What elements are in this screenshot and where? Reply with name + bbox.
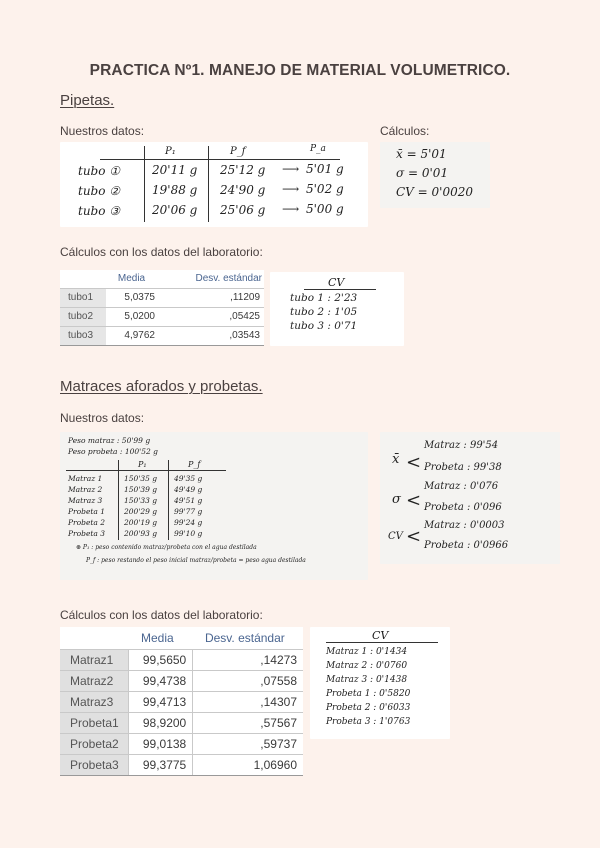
brace-icon: < — [406, 526, 422, 547]
cell-media: 99,4738 — [128, 670, 193, 691]
cv-row: tubo 1 : 2'23 — [290, 292, 358, 304]
calc-cv-row: Matraz : 0'0003 — [424, 520, 505, 531]
cell-desv: ,57567 — [193, 712, 303, 733]
hw-row-pf: 49'51 g — [174, 496, 203, 505]
header-p1: P₁ — [165, 146, 176, 157]
lab-calculations-label-2: Cálculos con los datos del laboratorio: — [60, 608, 263, 622]
hw-note-2: P_f : peso restando el peso inicial matraz/probeta = peso agua destilada — [86, 557, 306, 564]
hw-row-pf: 49'49 g — [174, 485, 203, 494]
calc-sd-row: Probeta : 0'096 — [424, 502, 502, 513]
hw-row-1-pf: 25'12 g — [220, 163, 266, 177]
hw-row-name: Probeta 1 — [68, 507, 106, 516]
table-row — [60, 649, 303, 670]
cv-title: CV — [328, 276, 345, 289]
hw-row-1-pa: 5'01 g — [306, 162, 344, 176]
row-label: Probeta1 — [60, 712, 128, 733]
pipetas-handwritten-calc — [380, 142, 490, 208]
hw-peso-matraz: Peso matraz : 50'99 g — [68, 436, 151, 445]
table-row — [60, 712, 303, 733]
table-row — [60, 733, 303, 754]
cell-media: 5,0200 — [106, 307, 159, 326]
nuestros-datos-label: Nuestros datos: — [60, 124, 145, 138]
matraces-cv-handwritten — [310, 627, 450, 739]
matraces-lab-table — [60, 627, 303, 776]
hw-row-pf: 99'10 g — [174, 529, 203, 538]
cell-media: 99,5650 — [128, 649, 193, 670]
calculos-label: Cálculos: — [380, 124, 430, 138]
cell-media: 99,3775 — [128, 754, 193, 775]
cell-desv: ,14273 — [193, 649, 303, 670]
hw-row-name: Probeta 2 — [68, 518, 106, 527]
brace-icon: < — [406, 452, 422, 473]
table-row — [60, 754, 303, 775]
section-heading-matraces: Matraces aforados y probetas. — [60, 378, 263, 395]
cv-row: Matraz 1 : 0'1434 — [326, 647, 408, 657]
table-row — [60, 326, 264, 345]
row-label: tubo2 — [60, 307, 106, 326]
hw-row-3-p1: 20'06 g — [152, 203, 198, 217]
hw-row-2-pa: 5'02 g — [306, 182, 344, 196]
hw-row-name: Matraz 1 — [68, 474, 103, 483]
hw-header-p1: P₁ — [138, 460, 147, 469]
hw-row-pf: 49'35 g — [174, 474, 203, 483]
hw-row-p1: 150'35 g — [124, 474, 158, 483]
table-row — [60, 307, 264, 326]
cell-media: 99,4713 — [128, 691, 193, 712]
hw-row-2-pf: 24'90 g — [220, 183, 266, 197]
calc-sd-row: Matraz : 0'076 — [424, 481, 499, 492]
nuestros-datos-label-2: Nuestros datos: — [60, 411, 145, 425]
brace-icon: < — [406, 490, 422, 511]
table-row — [60, 691, 303, 712]
row-label: Matraz1 — [60, 649, 128, 670]
calc-mean: x̄ = 5'01 — [396, 147, 447, 161]
calc-mean-row: Matraz : 99'54 — [424, 440, 499, 451]
pipetas-cv-handwritten — [270, 272, 404, 346]
arrow-icon: ⟶ — [282, 202, 300, 216]
cell-media: 4,9762 — [106, 326, 159, 345]
hw-row-p1: 200'93 g — [124, 529, 158, 538]
col-desv: Desv. estándar — [159, 270, 264, 288]
calc-cv: CV = 0'0020 — [396, 185, 474, 199]
hw-row-name: Matraz 3 — [68, 496, 103, 505]
cell-desv: ,14307 — [193, 691, 303, 712]
header-pa: P_a — [310, 144, 326, 154]
cv-row: Probeta 2 : 0'6033 — [326, 703, 411, 713]
lab-calculations-label: Cálculos con los datos del laboratorio: — [60, 245, 263, 259]
col-media: Media — [106, 270, 159, 288]
cv-row: Matraz 3 : 0'1438 — [326, 675, 408, 685]
pipetas-handwritten-data — [60, 142, 368, 227]
cv-row: Probeta 1 : 0'5820 — [326, 689, 411, 699]
hw-row-p1: 200'29 g — [124, 507, 158, 516]
hw-row-p1: 150'39 g — [124, 485, 158, 494]
cv-row: Matraz 2 : 0'0760 — [326, 661, 408, 671]
cell-desv: ,11209 — [159, 288, 264, 307]
cell-desv: ,03543 — [159, 326, 264, 345]
header-pf: P_f — [230, 146, 246, 157]
hw-row-p1: 150'33 g — [124, 496, 158, 505]
cell-media: 98,9200 — [128, 712, 193, 733]
arrow-icon: ⟶ — [282, 182, 300, 196]
section-heading-pipetas: Pipetas. — [60, 92, 115, 109]
hw-row-1-tubo: tubo ① — [78, 164, 121, 178]
table-row — [60, 670, 303, 691]
cv-row: tubo 2 : 1'05 — [290, 306, 358, 318]
pipetas-lab-table — [60, 270, 264, 346]
hw-peso-probeta: Peso probeta : 100'52 g — [68, 447, 158, 456]
calc-mean-row: Probeta : 99'38 — [424, 462, 502, 473]
cv-title: CV — [372, 629, 389, 642]
hw-note-1: ⊛ P₁ : peso contenido matraz/probeta con el agua destilada — [76, 544, 257, 551]
cv-row: Probeta 3 : 1'0763 — [326, 717, 411, 727]
hw-row-1-p1: 20'11 g — [152, 163, 198, 177]
cv-row: tubo 3 : 0'71 — [290, 320, 358, 332]
table-row — [60, 288, 264, 307]
cell-desv: ,59737 — [193, 733, 303, 754]
hw-row-p1: 200'19 g — [124, 518, 158, 527]
hw-row-pf: 99'77 g — [174, 507, 203, 516]
arrow-icon: ⟶ — [282, 162, 300, 176]
row-label: tubo3 — [60, 326, 106, 345]
row-label: tubo1 — [60, 288, 106, 307]
hw-row-3-tubo: tubo ③ — [78, 204, 121, 218]
cell-desv: ,05425 — [159, 307, 264, 326]
row-label: Probeta2 — [60, 733, 128, 754]
calc-sd: σ = 0'01 — [396, 166, 449, 180]
calc-cv-row: Probeta : 0'0966 — [424, 540, 509, 551]
calc-sd-symbol: σ — [392, 492, 401, 507]
cell-desv: 1,06960 — [193, 754, 303, 775]
hw-header-pf: P_f — [188, 460, 201, 469]
hw-row-name: Probeta 3 — [68, 529, 106, 538]
calc-mean-symbol: x̄ — [392, 452, 400, 467]
row-label: Matraz3 — [60, 691, 128, 712]
hw-row-pf: 99'24 g — [174, 518, 203, 527]
hw-row-3-pf: 25'06 g — [220, 203, 266, 217]
hw-row-3-pa: 5'00 g — [306, 202, 344, 216]
col-desv: Desv. estándar — [193, 627, 303, 649]
matraces-handwritten-data — [60, 432, 368, 580]
row-label: Probeta3 — [60, 754, 128, 775]
cell-media: 99,0138 — [128, 733, 193, 754]
cell-desv: ,07558 — [193, 670, 303, 691]
cell-media: 5,0375 — [106, 288, 159, 307]
hw-row-2-tubo: tubo ② — [78, 184, 121, 198]
row-label: Matraz2 — [60, 670, 128, 691]
matraces-handwritten-calc — [380, 432, 560, 564]
hw-row-name: Matraz 2 — [68, 485, 103, 494]
page-title: PRACTICA Nº1. MANEJO DE MATERIAL VOLUMETRICO. — [89, 62, 511, 79]
calc-cv-symbol: CV — [388, 531, 403, 542]
hw-row-2-p1: 19'88 g — [152, 183, 198, 197]
col-media: Media — [128, 627, 193, 649]
